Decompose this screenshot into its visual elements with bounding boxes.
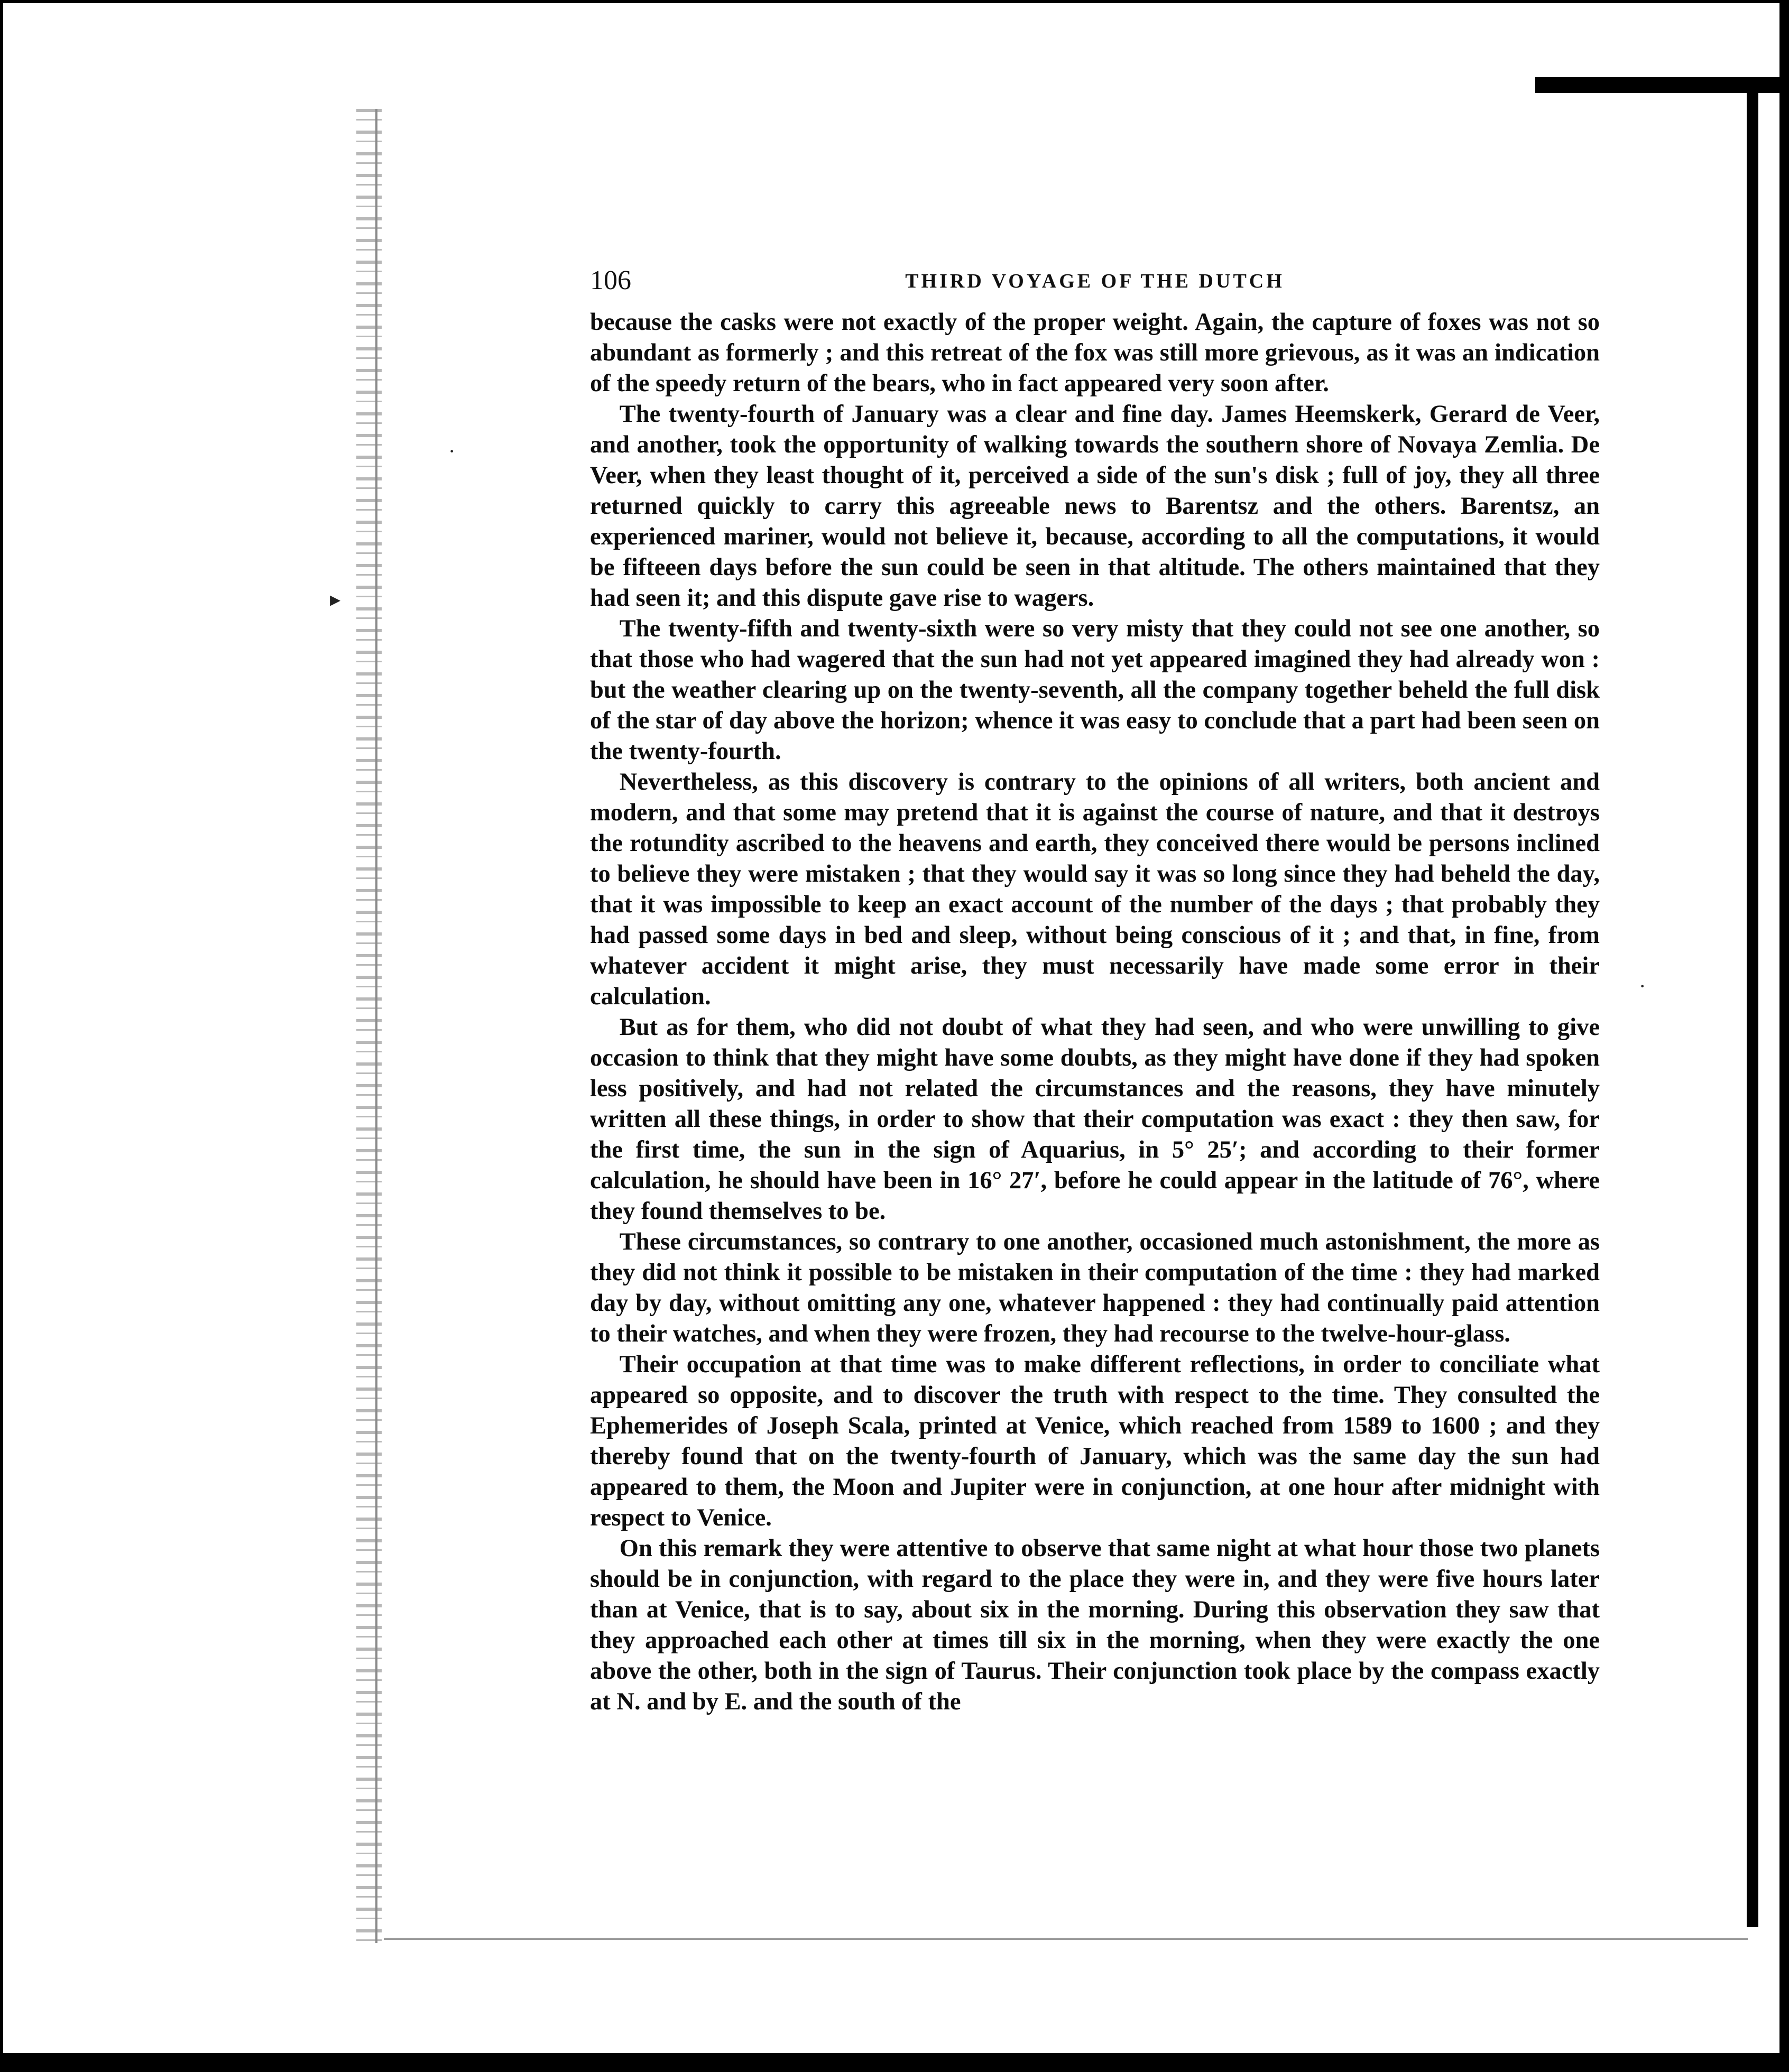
frame-corner-top bbox=[1535, 77, 1779, 93]
page-number: 106 bbox=[590, 265, 631, 295]
paragraph: Their occupation at that time was to make different reflections, in order to conciliate what appeared so opposite, and to discover the truth with respect to the time. They consulted the Ephemerides of Joseph Scala, printed at Venice, which reached from 1589 to 1600 ; and they thereby found that on the twenty-fourth of January, which was the same day the sun had appeared to them, the Moon and Jupiter were in conjunction, at one hour after midnight with respect to Venice. bbox=[590, 1351, 1600, 1531]
binding-gutter bbox=[356, 109, 382, 1943]
body-text bbox=[590, 307, 1600, 1717]
ink-speck: · bbox=[448, 439, 456, 463]
paragraph: On this remark they were attentive to observe that same night at what hour those two planets should be in conjunction, with regard to the place they were in, and they were five hours later than at Venice, that is to say, about six in the morning. During this observation they saw that they approached each other at times till six in the morning, when they were exactly the one above the other, both in the sign of Taurus. Their conjunction took place by the compass exactly at N. and by E. and the south of the bbox=[590, 1535, 1600, 1715]
paragraph: The twenty-fourth of January was a clear and fine day. James Heemskerk, Gerard de Veer, and another, took the opportunity of walking towards the southern shore of Novaya Zemlia. De Veer, when they least thought of it, perceived a side of the sun's disk ; full of joy, they all three returned quickly to carry this agreeable news to Barentsz and the others. Barentsz, an experienced mariner, would not believe it, because, according to all the computations, it would be fifteeen days before the sun could be seen in that altitude. The others maintained that they had seen it; and this dispute gave rise to wagers. bbox=[590, 401, 1600, 612]
bottom-page-edge bbox=[384, 1938, 1748, 1940]
running-head: THIRD VOYAGE OF THE DUTCH bbox=[905, 270, 1285, 292]
gutter-edge-line bbox=[375, 109, 377, 1943]
paragraph: Nevertheless, as this discovery is contrary to the opinions of all writers, both ancient and modern, and that some may pretend that it is against the course of nature, and that it destroys the rotundity ascribed to the heavens and earth, they conceived there would be persons inclined to believe they were mistaken ; that they would say it was so long since they had beheld the day, that it was impossible to keep an exact account of the number of the days ; that probably they had passed some days in bed and sleep, without being conscious of it ; and that, in fine, from whatever accident it might arise, they must necessarily have made some error in their calculation. bbox=[590, 769, 1600, 1010]
paragraph: These circumstances, so contrary to one another, occasioned much astonishment, the more as they did not think it possible to be mistaken in their computation of the time : they had marked day by day, without omitting any one, whatever happened : they had continually paid attention to their watches, and when they were frozen, they had recourse to the twelve-hour-glass. bbox=[590, 1228, 1600, 1347]
ink-speck: · bbox=[1639, 974, 1646, 998]
page-header bbox=[590, 262, 1600, 299]
paragraph: because the casks were not exactly of the proper weight. Again, the capture of foxes was not so abundant as formerly ; and this retreat of the fox was still more grievous, as it was an indication of the speedy return of the bears, who in fact appeared very soon after. bbox=[590, 309, 1600, 397]
ink-speck: ▸ bbox=[330, 587, 341, 611]
paragraph: But as for them, who did not doubt of what they had seen, and who were unwilling to give occasion to think that they might have some doubts, as they might have done if they had spoken less positively, and had not related the circumstances and the reasons, they have minutely written all these things, in order to show that their computation was exact : they then saw, for the first time, the sun in the sign of Aquarius, in 5° 25′; and according to their former calculation, he should have been in 16° 27′, before he could appear in the latitude of 76°, where they found themselves to be. bbox=[590, 1014, 1600, 1225]
paragraph: The twenty-fifth and twenty-sixth were so very misty that they could not see one another, so that those who had wagered that the sun had not yet appeared imagined they had already won : but the weather clearing up on the twenty-seventh, all the company together beheld the full disk of the star of day above the horizon; whence it was easy to conclude that a part had been seen on the twenty-fourth. bbox=[590, 615, 1600, 765]
scanned-page bbox=[3, 3, 1779, 2053]
frame-edge-right bbox=[1747, 77, 1758, 1927]
